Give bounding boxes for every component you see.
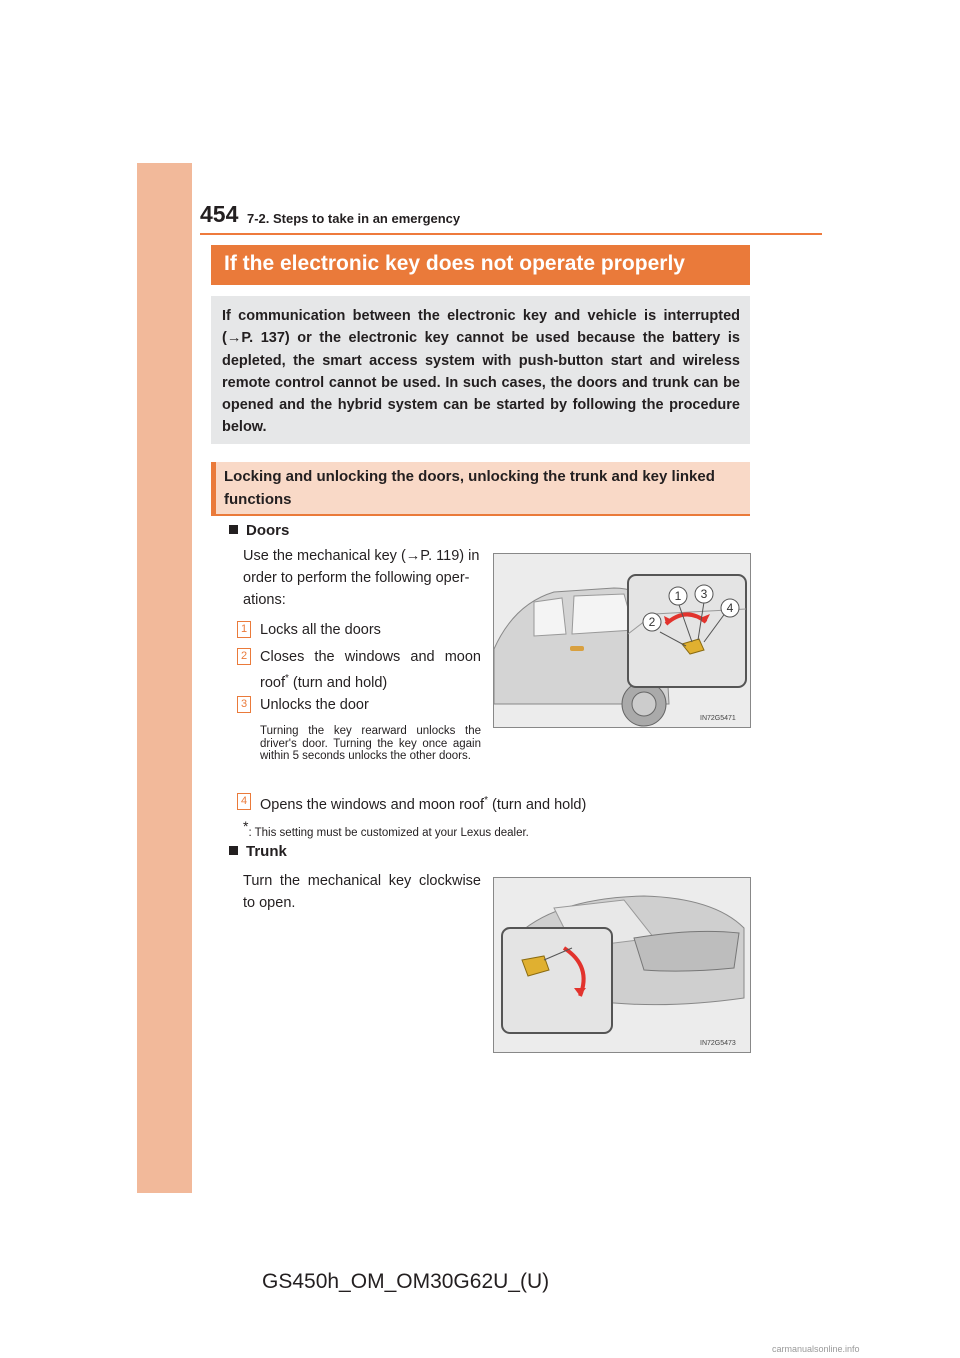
trunk-key-illustration bbox=[493, 877, 751, 1053]
section-title: 7-2. Steps to take in an emergency bbox=[247, 211, 461, 226]
subheading-text: Locking and unlocking the doors, unlocking the trunk and key linked functions bbox=[224, 468, 715, 508]
trunk-drawing bbox=[494, 878, 750, 1052]
svg-text:4: 4 bbox=[726, 601, 734, 615]
step-3-note: Turning the key rearward unlocks the driver's door. Turning the key once again within 5 seconds unlocks the other doors. bbox=[260, 725, 481, 762]
doors-intro: Use the mechanical key (→P. 119) in order to perform the following oper- ations: bbox=[243, 548, 480, 608]
image-code: IN72G5471 bbox=[700, 715, 736, 722]
door-key-illustration bbox=[493, 553, 751, 728]
step-number-4: 4 bbox=[237, 793, 251, 810]
image-code: IN72G5473 bbox=[700, 1040, 736, 1047]
svg-text:1: 1 bbox=[674, 589, 682, 603]
intro-text: If communication between the electronic key and vehicle is interrupted (→P. 137) or the electronic key cannot be used because the battery is depleted, the smart access system with push-button start and wireless remote control cannot be used. In such cases, the doors and trunk can be opened and the hybrid system can be started by following the procedure below. bbox=[222, 308, 740, 436]
subheading-accent bbox=[211, 462, 216, 516]
step-1-text: Locks all the doors bbox=[260, 622, 381, 638]
document-id-footer: GS450h_OM_OM30G62U_(U) bbox=[262, 1270, 550, 1293]
callout-4 bbox=[721, 599, 739, 617]
callout-3 bbox=[695, 585, 713, 603]
step-3-text: Unlocks the door bbox=[260, 697, 369, 713]
trunk-text-line1: Turn the mechanical key clockwise bbox=[243, 873, 481, 889]
footnote: *: This setting must be customized at your Lexus dealer. bbox=[243, 818, 529, 839]
step-number-2: 2 bbox=[237, 648, 251, 665]
step-2-line2: roof* (turn and hold) bbox=[260, 673, 388, 691]
doors-heading: Doors bbox=[229, 522, 289, 539]
car-door-drawing bbox=[494, 554, 750, 727]
header-divider bbox=[200, 233, 822, 235]
page-title: If the electronic key does not operate properly bbox=[224, 252, 685, 275]
square-bullet-icon bbox=[229, 846, 238, 855]
watermark: carmanualsonline.info bbox=[772, 1344, 860, 1354]
page-number: 454 bbox=[200, 201, 239, 227]
step-number-3: 3 bbox=[237, 696, 251, 713]
square-bullet-icon bbox=[229, 525, 238, 534]
callout-1 bbox=[669, 587, 687, 605]
callout-2 bbox=[643, 613, 661, 631]
step-4-text: Opens the windows and moon roof* (turn and hold) bbox=[260, 795, 587, 813]
step-2-line1: Closes the windows and moon bbox=[260, 649, 481, 665]
svg-text:3: 3 bbox=[700, 587, 708, 601]
chapter-sidebar bbox=[137, 163, 192, 1193]
svg-text:2: 2 bbox=[648, 615, 656, 629]
trunk-text-line2: to open. bbox=[243, 895, 296, 911]
trunk-heading: Trunk bbox=[229, 843, 287, 860]
step-number-1: 1 bbox=[237, 621, 251, 638]
